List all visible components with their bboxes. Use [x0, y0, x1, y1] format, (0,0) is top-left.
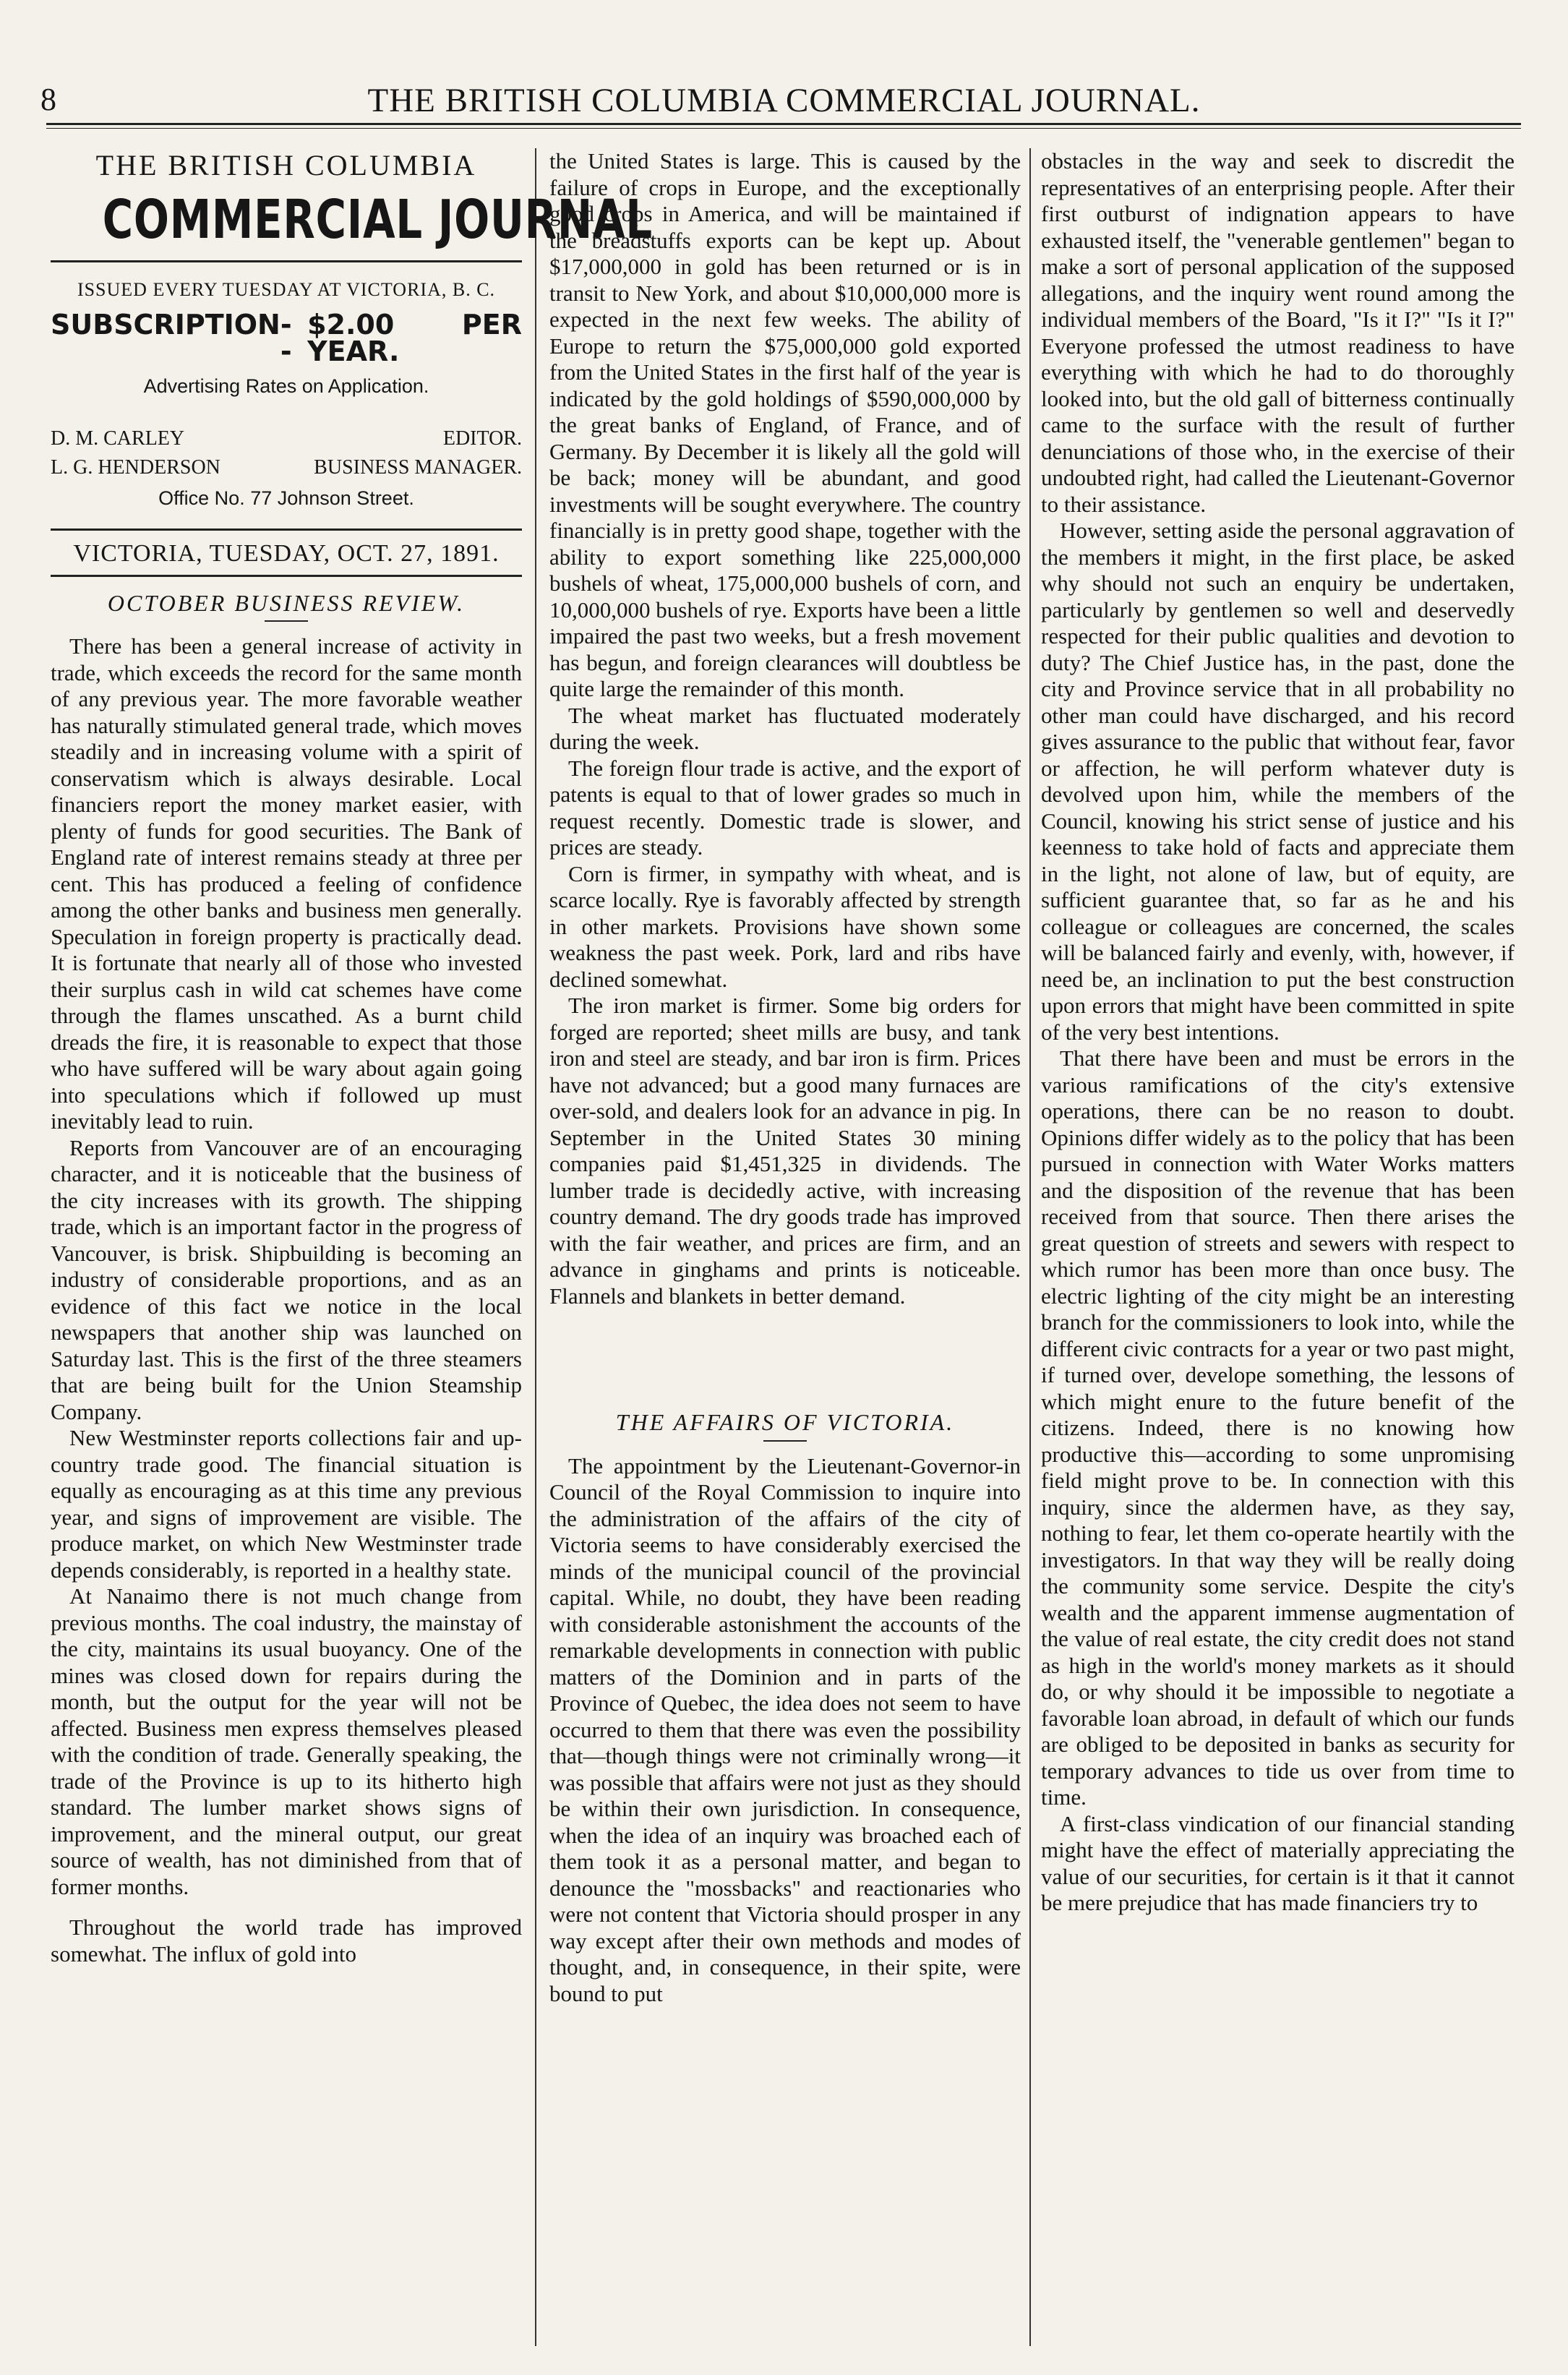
masthead-rule: [51, 260, 522, 262]
column-1: [51, 148, 653, 2339]
heading-rule: [265, 620, 308, 622]
paragraph: The wheat market has fluctuated moderately during the week.: [549, 702, 1021, 754]
article-heading: THE AFFAIRS OF VICTORIA.: [615, 1409, 955, 1435]
paragraph: New Westminster reports collections fair and up-country trade good. The financial situation is equally as encouraging as at this time any previous year, and signs of improvement are visible. The produce market, on which New Westminster trade depends considerably, is reported in a healthy state.: [51, 1425, 522, 1583]
section-spacer: [549, 1309, 1021, 1396]
column-divider: [535, 148, 536, 2346]
running-title: THE BRITISH COLUMBIA COMMERCIAL JOURNAL.: [367, 82, 1201, 119]
paragraph: The iron market is firmer. Some big orders for forged are reported; sheet mills are busy, and tank iron and steel are steady, and bar iron is firm. Prices have not advanced; but a good many furnaces are over-sold, and dealers look for an advance in pig. In September in the United States 30 mining companies paid $1,451,325 in dividends. The lumber trade is decidedly active, with increasing country demand. The dry goods trade has improved with the fair weather, and prices are firm, and an advance in ginghams and prints is noticeable. Flannels and blankets in better demand.: [549, 993, 1021, 1309]
paragraph: The appointment by the Lieutenant-Governor-in Council of the Royal Commission to inquire into the administration of the affairs of the city of Victoria seems to have considerably exercised the minds of the municipal council of the provincial capital. While, no doubt, they have been reading with considerable astonishment the accounts of the remarkable developments in connection with public matters of the Dominion and in parts of the Province of Quebec, the idea does not seem to have occurred to them that there was even the possibility that—though things were not criminally wrong—it was possible that affairs were not just as they should be within their own jurisdiction. In consequence, when the idea of an inquiry was broached each of them took it as a personal matter, and began to denounce the "mossbacks" and reactionaries who were not content that Victoria should prosper in any way except after their own methods and modes of thought, and, in consequence, in their spite, were bound to put: [549, 1452, 1021, 2006]
paragraph: Corn is firmer, in sympathy with wheat, and is scarce locally. Rye is favorably affected by strength in other markets. Provisions have shown some weakness the past week. Pork, lard and ribs have declined somewhat.: [549, 860, 1021, 992]
paragraph: Reports from Vancouver are of an encouraging character, and it is noticeable that the business of the city increases with its growth. The shipping trade, which is an important factor in the progress of Vancouver, is brisk. Shipbuilding is becoming an industry of considerable proportions, and as an evidence of this fact we notice in the local newspapers that another ship was launched on Saturday last. This is the first of the three steamers that are being built for the Union Steamship Company.: [51, 1134, 522, 1424]
paragraph: the United States is large. This is caused by the failure of crops in Europe, and the exceptionally good crops in America, and will be maintained if the breadstuffs exports can be kept up. About $17,000,000 in gold has been returned or is in transit to New York, and about $10,000,000 more is expected in the next few weeks. The ability of Europe to return the $75,000,000 gold exported from the United States in the first half of the year is indicated by the gold holdings of $590,000,000 by the great banks of England, of France, and of Germany. By December it is likely all the gold will be back; money will be abundant, and good investments will be sought everywhere. The country financially is in pretty good shape, together with the ability to export something like 225,000,000 bushels of wheat, 175,000,000 bushels of corn, and 10,000,000 bushels of rye. Exports have been a little impaired the past two weeks, but a fresh movement has begun, and foreign clearances will doubtless be quite large the remainder of this month.: [549, 148, 1021, 701]
heading-rule: [763, 1440, 807, 1442]
header-rule: [46, 123, 1521, 129]
paragraph: However, setting aside the personal aggravation of the members it might, in the first place, be asked why should not such an enquiry be undertaken, particularly by gentlemen so well and deservedly respected for their public qualities and devotion to duty? The Chief Justice has, in the past, done the city and Province service that in all probability no other man could have discharged, and his record gives assurance to the public that without fear, favor or affection, he will perform whatever duty is devolved upon him, while the members of the Council, knowing his strict sense of justice and his keenness to take hold of facts and appreciate them in the light, not alone of law, but of equity, are sufficient guarantee that, so far as he and his colleague or colleagues are concerned, the scales will be balanced fairly and evenly, with, however, if need be, an inclination to put the best construction upon errors that might have been committed in spite of the very best intentions.: [1041, 518, 1515, 1045]
staff-role: EDITOR.: [442, 427, 522, 450]
article-heading: OCTOBER BUSINESS REVIEW.: [107, 589, 466, 616]
paragraph: There has been a general increase of activity in trade, which exceeds the record for the same month of any previous year. The more favorable weather has naturally stimulated general trade, which moves steadily and in increasing volume with a spirit of conservatism which is always desirable. Local financiers report the money market easier, with plenty of funds for good securities. The Bank of England rate of interest remains steady at three per cent. This has produced a feeling of confidence among the other banks and business men generally. Speculation in foreign property is practically dead. It is fortunate that nearly all of those who invested their surplus cash in wild cat schemes have come through the flames unscathed. As a burnt child dreads the fire, it is reasonable to expect that those who have suffered will be wary about again going into speculations which if followed up must inevitably lead to ruin.: [51, 633, 522, 1134]
column-divider: [1029, 148, 1031, 2346]
page-number: 8: [40, 82, 56, 117]
staff-role: BUSINESS MANAGER.: [314, 455, 522, 479]
paragraph: The foreign flour trade is active, and the export of patents is equal to that of lower grades so much in request recently. Domestic trade is slower, and prices are steady.: [549, 755, 1021, 860]
advertising-note: Advertising Rates on Application.: [143, 375, 429, 397]
subscription-dashes: - -: [280, 309, 292, 367]
staff-row-editor: [51, 424, 522, 453]
issued-line: ISSUED EVERY TUESDAY AT VICTORIA, B. C.: [77, 278, 496, 300]
paragraph: obstacles in the way and seek to discredit the representatives of an enterprising people. After their first outburst of indignation appears to have exhausted itself, the "venerable gentlemen" began to make a sort of personal application of the supposed allegations, and the inquiry went round among the individual members of the Board, "Is it I?" "Is it I?" Everyone professed the utmost readiness to have everything with which he had to do thoroughly looked into, but the old gall of bitterness continually came to the surface with the result of further denunciations of those who, in the exercise of their undoubted right, had called the Lieutenant-Governor to their assistance.: [1041, 148, 1515, 517]
office-address: Office No. 77 Johnson Street.: [158, 487, 414, 509]
dateline-rule: [51, 529, 522, 531]
column-3: [1041, 148, 1515, 2339]
column-2: [549, 148, 1021, 2339]
masthead-title-top: THE BRITISH COLUMBIA: [95, 149, 477, 181]
subscription-line: [51, 309, 522, 367]
subscription-price: $2.00 PER YEAR.: [307, 309, 522, 367]
staff-name: L. G. HENDERSON: [51, 455, 220, 479]
dateline: VICTORIA, TUESDAY, OCT. 27, 1891.: [73, 540, 500, 567]
staff-row-manager: [51, 453, 522, 482]
dateline-rule: [51, 575, 522, 577]
paragraph: That there have been and must be errors in the various ramifications of the city's extensive operations, there can be no reason to doubt. Opinions differ widely as to the policy that has been pursued in connection with Water Works matters and the disposition of the revenue that has been received from that source. Then there arises the great question of streets and sewers with respect to which rumor has been more than once busy. The electric lighting of the city might be an interesting branch for the commissioners to look into, while the different civic contracts for a year or two past might, if turned over, develope something, the lessons of which might enure to the future benefit of the citizens. Indeed, there is no knowing how productive this—according to some unpromising field might prove to be. In connection with this inquiry, since the aldermen have, as they say, nothing to fear, let them co-operate heartily with the investigators. In that way they will be really doing the community some service. Despite the city's wealth and the apparent immense augmentation of the value of real estate, the city credit does not stand as high in the world's money markets as it should do, or why should it be impossible to negotiate a favorable loan abroad, in default of which our funds are obliged to be deposited in banks as security for temporary advances to tide us over from time to time.: [1041, 1045, 1515, 1810]
subscription-label: SUBSCRIPTION: [51, 309, 280, 341]
paragraph: Throughout the world trade has improved somewhat. The influx of gold into: [51, 1914, 522, 1967]
staff-name: D. M. CARLEY: [51, 427, 185, 450]
paragraph: At Nanaimo there is not much change from previous months. The coal industry, the mainstay of the city, maintains its usual buoyancy. One of the mines was closed down for repairs during the month, but the output for the year will not be affected. Business men express themselves pleased with the condition of trade. Generally speaking, the trade of the Province is up to its hitherto high standard. The lumber market shows signs of improvement, and the mineral output, our great source of wealth, has not diminished from that of former months.: [51, 1583, 522, 1899]
paragraph: A first-class vindication of our financial standing might have the effect of materially appreciating the value of our securities, for certain is it that it cannot be mere prejudice that has made financiers try to: [1041, 1810, 1515, 1915]
masthead-title: COMMERCIAL JOURNAL: [102, 188, 653, 251]
